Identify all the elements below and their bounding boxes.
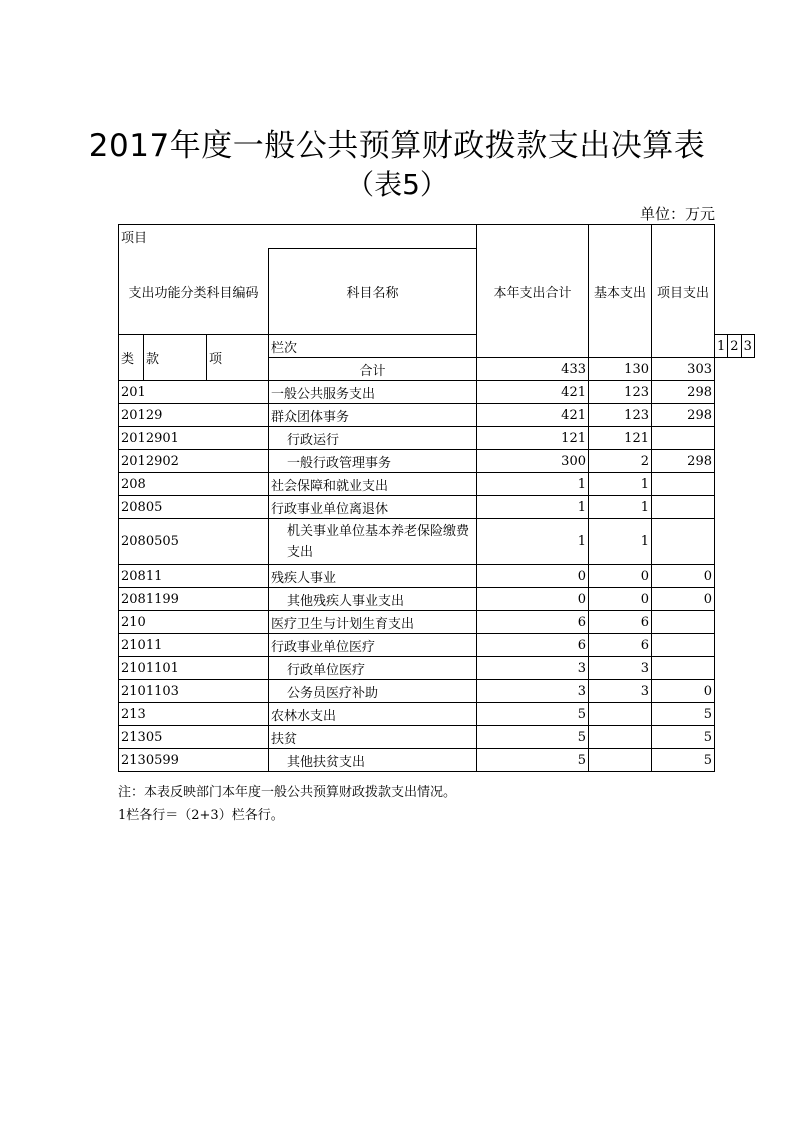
row-code: 2101101 [119, 657, 269, 680]
row-name: 行政事业单位医疗 [269, 634, 477, 657]
row-project [652, 496, 715, 519]
row-code: 213 [119, 703, 269, 726]
row-code: 20129 [119, 404, 269, 427]
header-project-exp: 项目支出 [652, 225, 715, 358]
row-basic [589, 749, 652, 772]
row-name: 一般公共服务支出 [269, 381, 477, 404]
table-row [119, 427, 755, 450]
column-number: 1 [715, 335, 728, 358]
row-name: 其他扶贫支出 [269, 749, 477, 772]
row-basic: 0 [589, 588, 652, 611]
header-lanci: 栏次 [269, 335, 477, 358]
table-row [119, 703, 755, 726]
row-total: 421 [477, 404, 589, 427]
table-row [119, 634, 755, 657]
row-basic: 1 [589, 473, 652, 496]
row-name: 行政事业单位离退休 [269, 496, 477, 519]
row-code: 2130599 [119, 749, 269, 772]
row-basic [589, 726, 652, 749]
table-row [119, 657, 755, 680]
row-basic: 0 [589, 565, 652, 588]
row-basic: 123 [589, 404, 652, 427]
row-project: 298 [652, 404, 715, 427]
row-code: 20805 [119, 496, 269, 519]
row-basic: 3 [589, 680, 652, 703]
row-name: 其他残疾人事业支出 [269, 588, 477, 611]
row-code: 208 [119, 473, 269, 496]
note-line: 1栏各行＝（2+3）栏各行。 [118, 808, 284, 823]
row-total: 3 [477, 657, 589, 680]
row-code: 2080505 [119, 519, 269, 565]
total-project: 303 [652, 358, 715, 381]
row-basic: 2 [589, 450, 652, 473]
row-total: 0 [477, 565, 589, 588]
row-code: 21305 [119, 726, 269, 749]
row-name: 行政单位医疗 [269, 657, 477, 680]
header-func-code: 支出功能分类科目编码 [119, 249, 269, 335]
row-basic: 123 [589, 381, 652, 404]
row-project: 298 [652, 381, 715, 404]
row-code: 2081199 [119, 588, 269, 611]
column-number: 3 [741, 335, 754, 358]
row-project: 5 [652, 703, 715, 726]
header-subject-name: 科目名称 [269, 249, 477, 335]
row-project: 5 [652, 749, 715, 772]
row-project: 298 [652, 450, 715, 473]
table-row [119, 565, 755, 588]
row-total: 421 [477, 381, 589, 404]
row-name: 一般行政管理事务 [269, 450, 477, 473]
row-total: 300 [477, 450, 589, 473]
header-total: 本年支出合计 [477, 225, 589, 358]
row-code: 2012901 [119, 427, 269, 450]
row-name: 医疗卫生与计划生育支出 [269, 611, 477, 634]
row-total: 1 [477, 519, 589, 565]
row-project [652, 519, 715, 565]
row-code: 201 [119, 381, 269, 404]
row-project: 0 [652, 680, 715, 703]
table-row [119, 496, 755, 519]
total-label: 合计 [269, 358, 477, 381]
header-row [119, 225, 755, 249]
row-total: 5 [477, 703, 589, 726]
row-basic: 1 [589, 519, 652, 565]
row-total: 0 [477, 588, 589, 611]
row-project: 5 [652, 726, 715, 749]
row-project [652, 634, 715, 657]
table-row [119, 381, 755, 404]
row-basic: 6 [589, 634, 652, 657]
row-total: 1 [477, 473, 589, 496]
row-total: 5 [477, 726, 589, 749]
header-xiang: 项 [207, 335, 269, 381]
table-number: （表5） [346, 168, 448, 201]
row-total: 5 [477, 749, 589, 772]
row-total: 1 [477, 496, 589, 519]
row-name: 机关事业单位基本养老保险缴费支出 [269, 519, 477, 565]
row-total: 6 [477, 611, 589, 634]
row-basic: 121 [589, 427, 652, 450]
row-project [652, 427, 715, 450]
table-row [119, 519, 755, 565]
table-row [119, 611, 755, 634]
table-row [119, 749, 755, 772]
table-row [119, 404, 755, 427]
row-code: 2101103 [119, 680, 269, 703]
row-name: 残疾人事业 [269, 565, 477, 588]
row-project [652, 611, 715, 634]
row-name: 农林水支出 [269, 703, 477, 726]
table-row [119, 450, 755, 473]
row-basic: 1 [589, 496, 652, 519]
header-project: 项目 [119, 225, 477, 249]
row-project: 0 [652, 565, 715, 588]
row-code: 20811 [119, 565, 269, 588]
total-basic: 130 [589, 358, 652, 381]
expenditure-table [118, 224, 755, 772]
row-name: 社会保障和就业支出 [269, 473, 477, 496]
header-lei: 类 [119, 335, 144, 381]
table-row [119, 473, 755, 496]
row-total: 121 [477, 427, 589, 450]
header-basic: 基本支出 [589, 225, 652, 358]
page-title: 2017年度一般公共预算财政拨款支出决算表 [88, 128, 706, 164]
note-line: 注：本表反映部门本年度一般公共预算财政拨款支出情况。 [118, 785, 457, 800]
row-total: 3 [477, 680, 589, 703]
header-kuan: 款 [144, 335, 207, 381]
row-name: 扶贫 [269, 726, 477, 749]
row-code: 21011 [119, 634, 269, 657]
row-code: 2012902 [119, 450, 269, 473]
row-name: 行政运行 [269, 427, 477, 450]
row-code: 210 [119, 611, 269, 634]
row-total: 6 [477, 634, 589, 657]
row-project: 0 [652, 588, 715, 611]
row-project [652, 473, 715, 496]
row-basic [589, 703, 652, 726]
row-name: 群众团体事务 [269, 404, 477, 427]
table-row [119, 726, 755, 749]
column-number: 2 [728, 335, 741, 358]
row-basic: 6 [589, 611, 652, 634]
table-row [119, 680, 755, 703]
table-row [119, 588, 755, 611]
unit-label: 单位：万元 [639, 205, 715, 223]
total-value: 433 [477, 358, 589, 381]
row-name: 公务员医疗补助 [269, 680, 477, 703]
row-basic: 3 [589, 657, 652, 680]
row-project [652, 657, 715, 680]
